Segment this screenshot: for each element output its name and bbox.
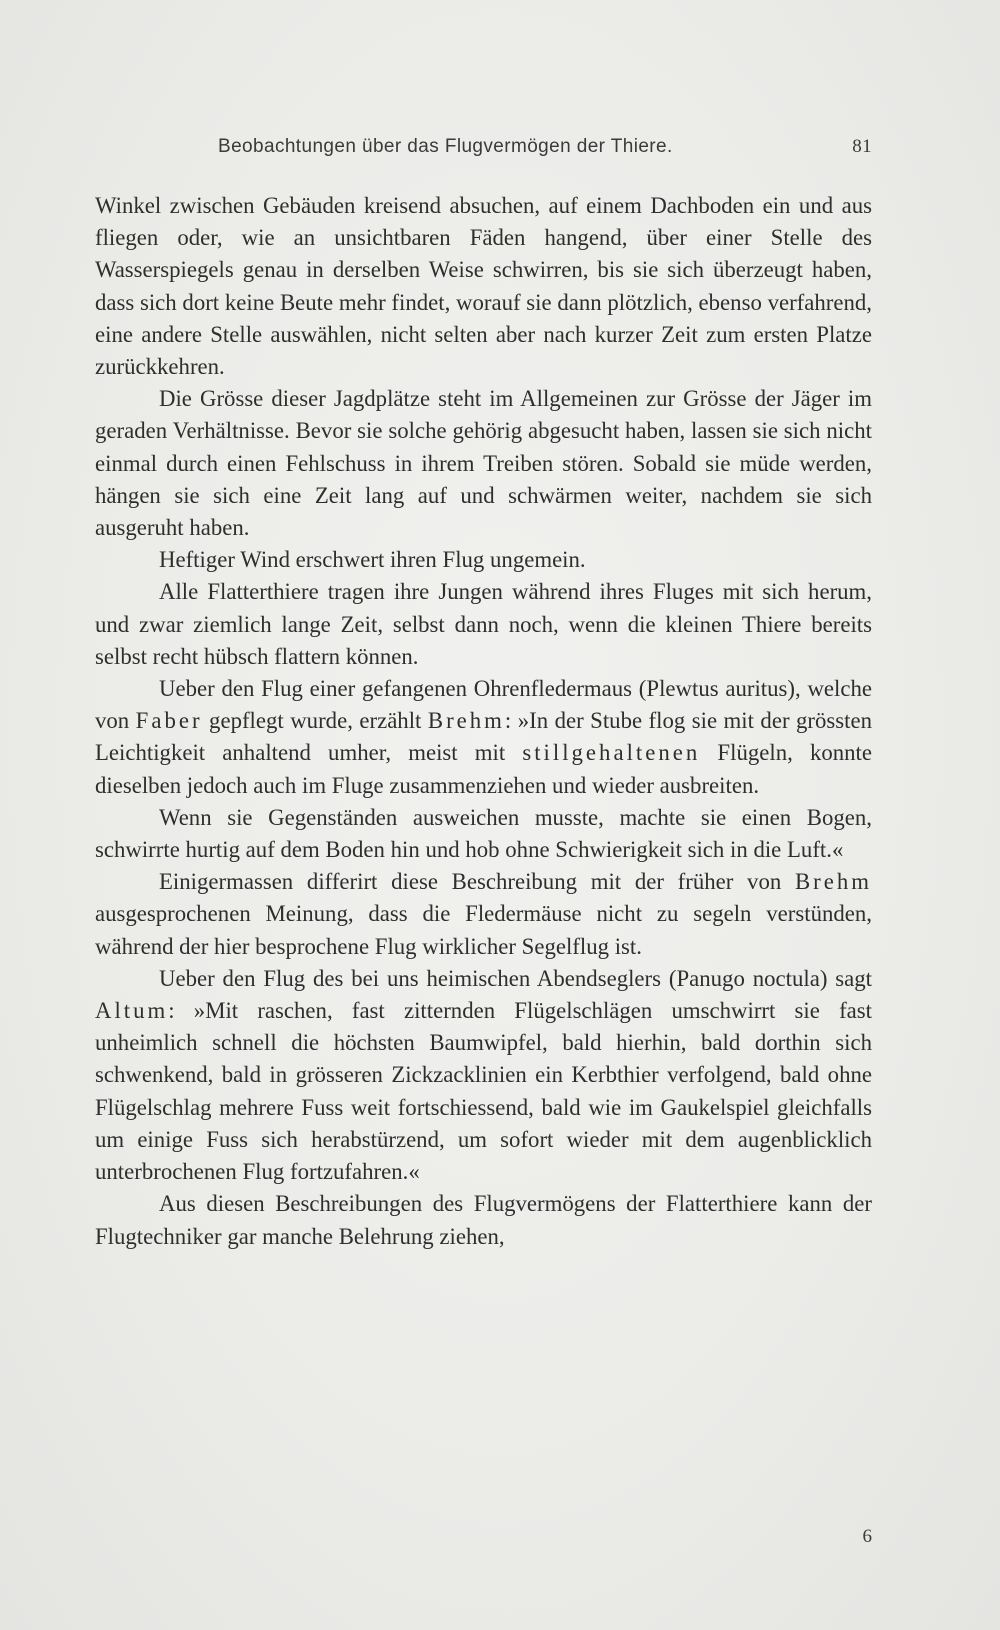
name-brehm: Brehm — [427, 708, 505, 734]
name-altum: Altum — [95, 998, 169, 1024]
name-brehm-2: Brehm — [794, 869, 872, 895]
paragraph-1-text: Winkel zwischen Gebäuden kreisend absuchen, auf einem Dachboden ein und aus fliegen oder, wie an unsichtbaren Fäden hangend, über einer Stelle des Wasserspiegels genau in derselben Weise schwirren, bis sie sich überzeugt haben, dass sich dort keine Beute mehr findet, worauf sie dann plötzlich, ebenso verfahrend, eine andere Stelle auswählen, nicht selten aber nach kurzer Zeit zum ersten Platze zurückkehren. — [95, 193, 872, 380]
paragraph-8 — [95, 963, 872, 1188]
body-text — [95, 190, 872, 1253]
signature-mark: 6 — [862, 1526, 872, 1547]
paragraph-5-part-4: Flügeln, konnte dieselben jedoch auch im Fluge zusammenziehen und wieder ausbreiten. — [95, 740, 872, 798]
paragraph-9 — [95, 1188, 872, 1252]
paragraph-5-part-2: gepflegt wurde, erzählt — [202, 708, 428, 734]
emphasis-stillgehaltenen: stillgehaltenen — [522, 740, 701, 766]
paragraph-7 — [95, 866, 872, 963]
paragraph-3-text: Heftiger Wind erschwert ihren Flug ungemein. — [159, 547, 586, 573]
paragraph-3 — [95, 544, 872, 576]
paragraph-2-text: Die Grösse dieser Jagdplätze steht im Allgemeinen zur Grösse der Jäger im geraden Verhältnisse. Bevor sie solche gehörig abgesucht haben, lassen sie sich nicht einmal durch einen Fehlschuss in ihrem Treiben stören. Sobald sie müde werden, hängen sie sich eine Zeit lang auf und schwärmen weiter, nachdem sie sich ausgeruht haben. — [95, 386, 872, 541]
paragraph-1 — [95, 190, 872, 383]
name-faber: Faber — [135, 708, 203, 734]
paragraph-5-part-1: Ueber den Flug einer gefangenen Ohrenfledermaus (Plewtus auritus), welche von — [95, 676, 872, 734]
page-number: 81 — [852, 136, 872, 157]
paragraph-7-part-2: ausgesprochenen Meinung, dass die Fledermäuse nicht zu segeln verstünden, während der hier besprochene Flug wirklicher Segelflug ist. — [95, 901, 872, 959]
paragraph-6 — [95, 802, 872, 866]
paragraph-8-part-1: Ueber den Flug des bei uns heimischen Abendseglers (Panugo noctula) sagt — [159, 965, 872, 991]
paragraph-2 — [95, 383, 872, 544]
paragraph-4-text: Alle Flatterthiere tragen ihre Jungen während ihres Fluges mit sich herum, und zwar ziemlich lange Zeit, selbst dann noch, wenn die kleinen Thiere bereits selbst recht hübsch flattern können. — [95, 579, 872, 669]
page-header — [95, 136, 872, 166]
paragraph-5 — [95, 673, 872, 802]
paragraph-9-text: Aus diesen Beschreibungen des Flugvermögens der Flatterthiere kann der Flugtechniker gar manche Belehrung ziehen, — [95, 1191, 872, 1249]
running-title: Beobachtungen über das Flugvermögen der Thiere. — [218, 136, 673, 157]
paragraph-6-text: Wenn sie Gegenständen ausweichen musste, machte sie einen Bogen, schwirrte hurtig auf dem Boden hin und hob ohne Schwierigkeit sich in die Luft.« — [95, 804, 872, 863]
paragraph-4 — [95, 576, 872, 673]
paragraph-8-part-2: : »Mit raschen, fast zitternden Flügelschlägen umschwirrt sie fast unheimlich schnell die höchsten Baumwipfel, bald hierhin, bald dorthin sich schwenkend, bald in grösseren Zickzacklinien ein Kerbthier verfolgend, bald ohne Flügelschlag mehrere Fuss weit fortschiessend, bald wie im Gaukelspiel gleichfalls um einige Fuss sich herabstürzend, um sofort wieder mit dem augenblicklich unterbrochenen Flug fortzufahren.« — [95, 998, 872, 1185]
paragraph-7-part-1: Einigermassen differirt diese Beschreibung mit der früher von — [159, 869, 795, 895]
paragraph-5-part-3: : »In der Stube flog sie mit der grössten Leichtigkeit anhaltend umher, meist mit — [95, 708, 872, 766]
